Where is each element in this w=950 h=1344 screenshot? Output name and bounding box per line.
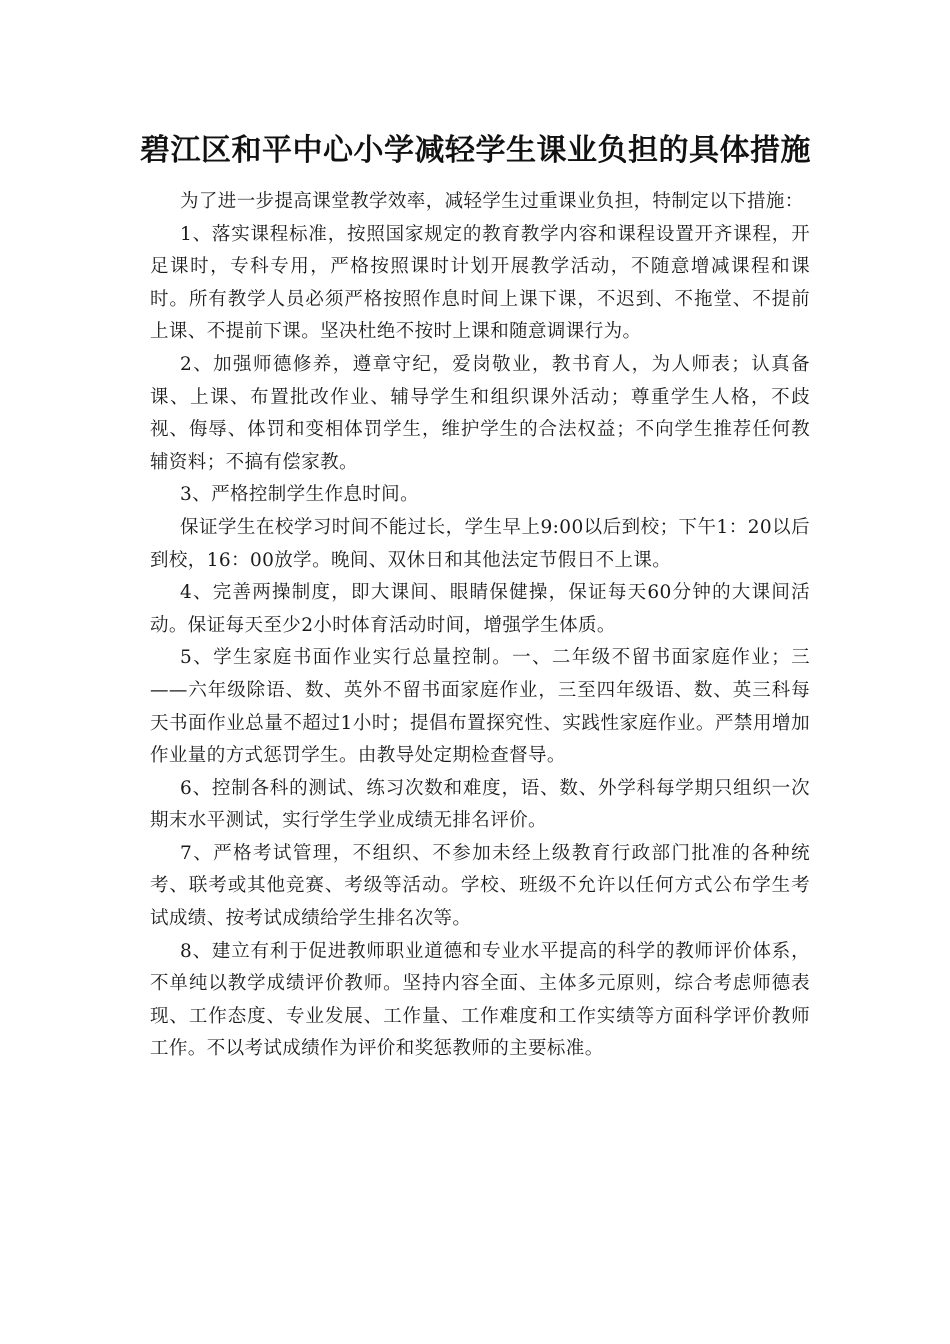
document-body — [150, 186, 810, 1066]
measure-5-paragraph: 5、学生家庭书面作业实行总量控制。一、二年级不留书面家庭作业；三——六年级除语、数、英外不留书面家庭作业，三至四年级语、数、英三科每天书面作业总量不超过1小时；提倡布置探究性、实践性家庭作业。严禁用增加作业量的方式惩罚学生。由教导处定期检查督导。 — [150, 647, 810, 767]
document-title: 碧江区和平中心小学减轻学生课业负担的具体措施 — [140, 133, 811, 168]
intro-paragraph: 为了进一步提高课堂教学效率，减轻学生过重课业负担，特制定以下措施： — [180, 191, 804, 212]
measure-8-paragraph: 8、建立有利于促进教师职业道德和专业水平提高的科学的教师评价体系，不单纯以教学成绩评价教师。坚持内容全面、主体多元原则，综合考虑师德表现、工作态度、专业发展、工作量、工作难度和工作实绩等方面科学评价教师工作。不以考试成绩作为评价和奖惩教师的主要标准。 — [150, 940, 810, 1060]
measure-3-detail-paragraph: 保证学生在校学习时间不能过长，学生早上9:00以后到校；下午1：20以后到校，16：00放学。晚间、双休日和其他法定节假日不上课。 — [150, 516, 810, 571]
measure-2-paragraph: 2、加强师德修养，遵章守纪，爱岗敬业，教书育人，为人师表；认真备课、上课、布置批改作业、辅导学生和组织课外活动；尊重学生人格，不歧视、侮辱、体罚和变相体罚学生，维护学生的合法权益；不向学生推荐任何教辅资料；不搞有偿家教。 — [150, 353, 810, 473]
measure-7-paragraph: 7、严格考试管理，不组织、不参加未经上级教育行政部门批准的各种统考、联考或其他竞赛、考级等活动。学校、班级不允许以任何方式公布学生考试成绩、按考试成绩给学生排名次等。 — [150, 842, 810, 930]
measure-6-paragraph: 6、控制各科的测试、练习次数和难度，语、数、外学科每学期只组织一次期末水平测试，实行学生学业成绩无排名评价。 — [150, 777, 810, 832]
measure-4-paragraph: 4、完善两操制度，即大课间、眼睛保健操，保证每天60分钟的大课间活动。保证每天至少2小时体育活动时间，增强学生体质。 — [150, 582, 810, 636]
measure-1-paragraph: 1、落实课程标准，按照国家规定的教育教学内容和课程设置开齐课程，开足课时，专科专用，严格按照课时计划开展教学活动，不随意增减课程和课时。所有教学人员必须严格按照作息时间上课下课，不迟到、不拖堂、不提前上课、不提前下课。坚决杜绝不按时上课和随意调课行为。 — [150, 223, 810, 343]
document-page — [140, 128, 811, 1066]
measure-3-heading: 3、严格控制学生作息时间。 — [180, 484, 419, 506]
